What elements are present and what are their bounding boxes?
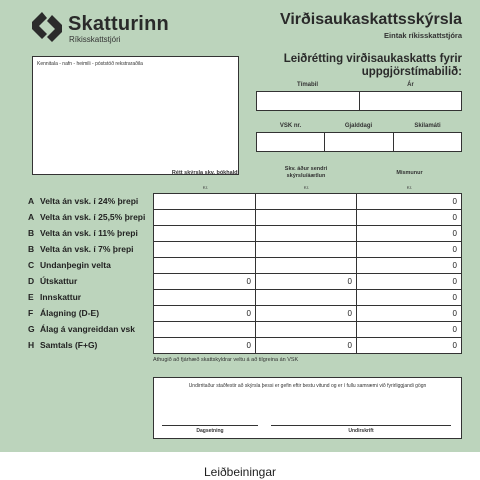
table-cell-correct[interactable] [153, 289, 256, 306]
cell-value: 0 [347, 309, 352, 318]
deadline-field[interactable] [393, 132, 462, 152]
vat-number-field[interactable] [256, 132, 325, 152]
table-cell-difference [356, 241, 462, 258]
row-label-c [28, 260, 111, 270]
table-cell-difference [356, 273, 462, 290]
row-label-d [28, 276, 77, 286]
instructions-heading: Leiðbeiningar [203, 465, 277, 479]
row-code: D [28, 276, 35, 286]
signature-label: Undirskrift [348, 428, 374, 434]
row-code: B [28, 244, 35, 254]
deadline-label: Skilamáti [414, 123, 441, 129]
cell-value: 0 [452, 197, 457, 206]
cell-value: 0 [452, 245, 457, 254]
cell-value: 0 [452, 277, 457, 286]
form-title: Virðisaukaskattsskýrsla [279, 11, 462, 28]
row-text: Undanþegin velta [40, 260, 111, 270]
due-date-label: Gjalddagi [344, 123, 373, 129]
vat-note: Athugið að fjárhæð skattskyldrar veltu á að tilgreina án VSK [153, 357, 299, 363]
row-text: Velta án vsk. í 25,5% þrepi [40, 212, 146, 222]
table-cell-difference [356, 225, 462, 242]
correction-title: Leiðrétting virðisaukaskatts fyrir uppgjörstímabilið: [283, 53, 462, 78]
skatturinn-logo-icon [30, 10, 64, 44]
year-field[interactable] [359, 91, 462, 111]
table-cell-correct[interactable] [153, 209, 256, 226]
signature-statement: Undirritaður staðfestir að skýrsla þessi er gefin eftir bestu vitund og er í fullu samræmi við fyrirliggjandi gögn [188, 383, 427, 389]
row-code: B [28, 228, 35, 238]
table-cell-correct[interactable] [153, 321, 256, 338]
column-header-previous-report: Skv. áður sendri skýrslu/áætlun [284, 166, 328, 179]
column-unit-correct-report: Kr. [202, 185, 209, 190]
row-text: Útskattur [40, 276, 78, 286]
row-label-a [28, 212, 145, 222]
cell-value: 0 [347, 277, 352, 286]
table-cell-previous[interactable] [255, 209, 357, 226]
table-cell-correct[interactable] [153, 305, 256, 322]
table-cell-difference [356, 289, 462, 306]
cell-value: 0 [452, 293, 457, 302]
table-cell-previous[interactable] [255, 273, 357, 290]
cell-value: 0 [452, 309, 457, 318]
row-label-b [28, 228, 138, 238]
table-cell-correct[interactable] [153, 193, 256, 210]
table-cell-correct[interactable] [153, 337, 256, 354]
row-text: Velta án vsk. í 24% þrepi [40, 196, 139, 206]
table-cell-previous[interactable] [255, 257, 357, 274]
table-cell-difference [356, 337, 462, 354]
row-label-f [28, 308, 99, 318]
due-date-field[interactable] [324, 132, 394, 152]
table-cell-correct[interactable] [153, 225, 256, 242]
row-code: C [28, 260, 35, 270]
table-cell-difference [356, 321, 462, 338]
date-label: Dagsetning [196, 428, 224, 434]
cell-value: 0 [452, 325, 457, 334]
column-unit-previous-report: Kr. [303, 185, 310, 190]
table-cell-previous[interactable] [255, 225, 357, 242]
table-cell-correct[interactable] [153, 257, 256, 274]
cell-value: 0 [246, 341, 251, 350]
taxpayer-id-label: Kennitala - nafn - heimili - póststöð rekstraraðila [37, 61, 143, 67]
row-text: Velta án vsk. í 7% þrepi [40, 244, 134, 254]
brand-subtitle: Ríkisskattstjóri [69, 35, 121, 44]
row-text: Innskattur [40, 292, 82, 302]
row-text: Samtals (F+G) [40, 340, 98, 350]
column-unit-difference: Kr. [406, 185, 413, 190]
row-code: A [28, 212, 35, 222]
table-cell-correct[interactable] [153, 241, 256, 258]
row-code: F [28, 308, 34, 318]
table-cell-previous[interactable] [255, 321, 357, 338]
row-label-g [28, 324, 135, 334]
table-cell-previous[interactable] [255, 241, 357, 258]
cell-value: 0 [452, 341, 457, 350]
cell-value: 0 [452, 261, 457, 270]
column-header-difference: Mismunur [396, 170, 423, 176]
row-label-a [28, 196, 138, 206]
table-cell-previous[interactable] [255, 289, 357, 306]
table-cell-difference [356, 305, 462, 322]
table-cell-previous[interactable] [255, 305, 357, 322]
cell-value: 0 [347, 341, 352, 350]
cell-value: 0 [452, 213, 457, 222]
column-header-correct-report: Rétt skýrsla skv. bókhaldi [171, 170, 240, 176]
row-text: Álag á vangreiddan vsk [40, 324, 135, 334]
table-cell-difference [356, 209, 462, 226]
row-label-h [28, 340, 97, 350]
table-cell-previous[interactable] [255, 337, 357, 354]
form-copy-label: Eintak ríkisskattstjóra [384, 31, 462, 40]
period-label: Tímabil [296, 82, 318, 88]
row-code: G [28, 324, 35, 334]
table-cell-difference [356, 193, 462, 210]
cell-value: 0 [246, 277, 251, 286]
signature-line[interactable] [271, 425, 451, 426]
row-code: A [28, 196, 35, 206]
row-label-b [28, 244, 134, 254]
row-text: Álagning (D-E) [40, 308, 100, 318]
period-field[interactable] [256, 91, 360, 111]
row-code: H [28, 340, 35, 350]
signature-box [153, 377, 462, 439]
brand-name: Skatturinn [68, 13, 169, 35]
date-line[interactable] [162, 425, 258, 426]
table-cell-previous[interactable] [255, 193, 357, 210]
cell-value: 0 [246, 309, 251, 318]
vat-number-label: VSK nr. [279, 123, 302, 129]
row-code: E [28, 292, 34, 302]
table-cell-difference [356, 257, 462, 274]
row-text: Velta án vsk. í 11% þrepi [40, 228, 138, 238]
cell-value: 0 [452, 229, 457, 238]
row-label-e [28, 292, 81, 302]
taxpayer-id-box[interactable] [32, 56, 239, 175]
table-cell-correct[interactable] [153, 273, 256, 290]
year-label: Ár [407, 82, 414, 88]
